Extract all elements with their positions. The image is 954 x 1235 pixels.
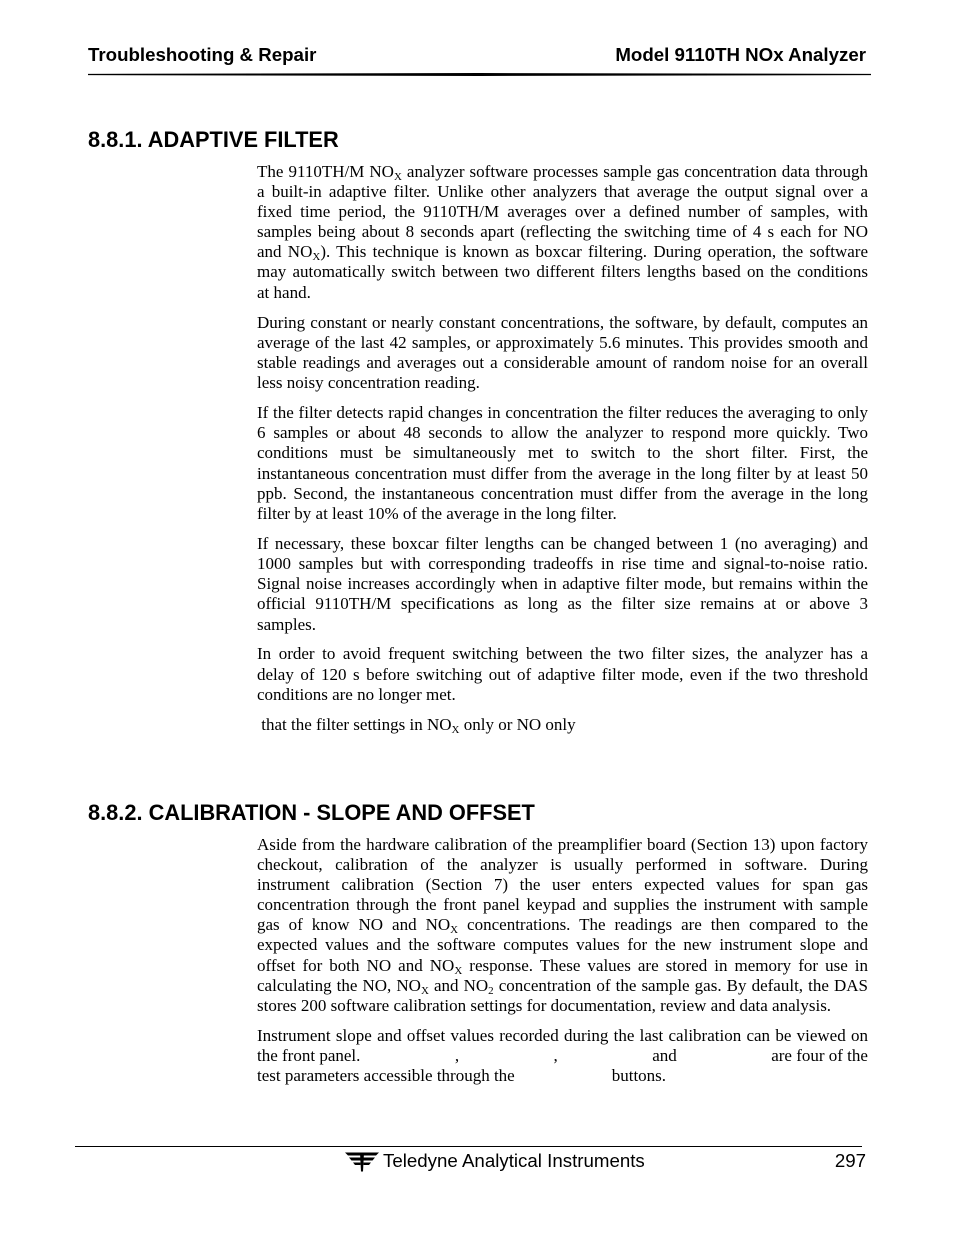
text-line	[257, 162, 868, 182]
text-line: If necessary, these boxcar filter lengths can be changed between 1 (no averaging) and	[257, 533, 868, 553]
section-heading-adaptive-filter: 8.8.1. ADAPTIVE FILTER	[88, 126, 339, 152]
text-line: Signal noise increases accordingly when in adaptive filter mode, but remains within the	[257, 574, 868, 594]
text-line: 6 samples or about 48 seconds to allow the analyzer to respond more quickly. Two	[257, 423, 868, 443]
text-line: concentration through the front panel keypad and supplies the instrument with sample	[257, 895, 868, 915]
text-run: response. These values are stored in memory for use in	[462, 955, 868, 975]
text-fragment: ,	[454, 1046, 460, 1066]
text-line: a built-in adaptive filter. Unlike other analyzers that average the output signal over a	[257, 181, 868, 201]
text-run: that the filter settings in NO	[257, 714, 452, 734]
paragraph	[257, 1026, 868, 1087]
text-line	[257, 715, 868, 735]
text-line: average of the last 42 samples, or approximately 5.6 minutes. This provides smooth and	[257, 332, 868, 352]
text-line	[257, 1066, 868, 1086]
subscript: X	[393, 170, 402, 183]
text-run: analyzer software processes sample gas concentration data through	[401, 161, 868, 181]
section-body-calibration	[257, 835, 868, 1097]
paragraph	[257, 715, 868, 735]
paragraph	[257, 644, 868, 705]
text-run: offset for both NO and NO	[257, 955, 455, 975]
text-run: and NO	[257, 242, 313, 262]
paragraph	[257, 403, 868, 524]
text-line: expected values and the software computes values for the new instrument slope and	[257, 935, 868, 955]
paragraph	[257, 835, 868, 1017]
running-header-section-title: Troubleshooting & Repair	[88, 44, 317, 65]
subscript: X	[451, 723, 460, 736]
text-line: 1000 samples but with corresponding tradeoffs in rise time and signal-to-noise ratio.	[257, 553, 868, 573]
text-line: conditions must be simultaneously met to switch to the short filter. First, the	[257, 443, 868, 463]
text-line: fixed time period, the 9110TH/M averages over a defined number of samples, with	[257, 201, 868, 221]
text-fragment: ,	[553, 1046, 558, 1066]
text-line: instantaneous concentration must differ from the average in the long filter by at least 50	[257, 463, 868, 483]
footer-rule	[75, 1146, 862, 1147]
subscript: 2	[488, 984, 494, 997]
subscript: X	[420, 984, 429, 997]
running-header-document-title: Model 9110TH NOx Analyzer	[615, 44, 866, 65]
text-run: concentrations. The readings are then compared to the	[458, 915, 868, 935]
text-run: concentration of the sample gas. By default, the DAS	[493, 975, 868, 995]
header-rule	[88, 73, 871, 76]
text-line: delay of 120 s before switching out of adaptive filter mode, even if the two threshold	[257, 664, 868, 684]
text-line: filter by at least 10% of the average in the long filter.	[257, 503, 617, 523]
text-line: samples being about 8 seconds apart (reflecting the switching time of 4 s each for NO	[257, 222, 868, 242]
text-line: less noisy concentration reading.	[257, 373, 480, 393]
page-number: 297	[834, 1150, 866, 1171]
text-fragment: are four of the	[771, 1046, 868, 1066]
text-line: Instrument slope and offset values recorded during the last calibration can be viewed on	[257, 1025, 868, 1045]
text-line	[257, 915, 868, 935]
paragraph	[257, 534, 868, 635]
text-line: In order to avoid frequent switching between the two filter sizes, the analyzer has a	[257, 644, 868, 664]
subscript: X	[454, 964, 463, 977]
text-fragment: the front panel.	[257, 1046, 361, 1066]
text-line: conditions are no longer met.	[257, 684, 456, 704]
subscript: X	[450, 924, 459, 937]
text-line: Aside from the hardware calibration of the preamplifier board (Section 13) upon factory	[257, 834, 868, 854]
text-fragment: and	[652, 1046, 677, 1066]
footer-company-name: Teledyne Analytical Instruments	[383, 1150, 645, 1171]
text-line: checkout, calibration of the analyzer is usually performed in software. During	[257, 854, 868, 874]
text-line: instrument calibration (Section 7) the user enters expected values for span gas	[257, 874, 868, 894]
text-run: and NO	[428, 975, 489, 995]
text-line: samples.	[257, 614, 317, 634]
text-line	[257, 242, 868, 262]
section-body-adaptive-filter	[257, 162, 868, 745]
text-line: at hand.	[257, 282, 311, 302]
text-line: stable readings and averages out a considerable amount of random noise for an overall	[257, 352, 868, 372]
subscript: X	[312, 251, 321, 264]
text-line: official 9110TH/M specifications as long as the filter size remains at or above 3	[257, 594, 868, 614]
text-line: stores 200 software calibration settings for documentation, review and data analysis.	[257, 996, 832, 1015]
text-run: gas of know NO and NO	[257, 915, 451, 935]
text-run: only or NO only	[459, 714, 576, 734]
text-line	[257, 956, 868, 976]
text-run: calculating the NO, NO	[257, 975, 421, 995]
text-line: During constant or nearly constant concentrations, the software, by default, computes an	[257, 312, 868, 332]
section-heading-calibration: 8.8.2. CALIBRATION - SLOPE AND OFFSET	[88, 799, 535, 825]
text-fragment: buttons.	[611, 1066, 667, 1086]
text-fragment: test parameters accessible through the	[257, 1066, 515, 1086]
text-run: The 9110TH/M NO	[257, 161, 394, 181]
text-run: ). This technique is known as boxcar filtering. During operation, the software	[320, 242, 868, 262]
text-line: may automatically switch between two different filters lengths based on the conditions	[257, 262, 868, 282]
teledyne-logo-icon	[345, 1152, 379, 1172]
text-line: ppb. Second, the instantaneous concentration must differ from the average in the long	[257, 483, 868, 503]
text-line	[257, 976, 868, 996]
paragraph	[257, 162, 868, 303]
paragraph	[257, 313, 868, 394]
text-line: If the filter detects rapid changes in concentration the filter reduces the averaging to only	[257, 402, 868, 422]
text-line	[257, 1046, 868, 1066]
